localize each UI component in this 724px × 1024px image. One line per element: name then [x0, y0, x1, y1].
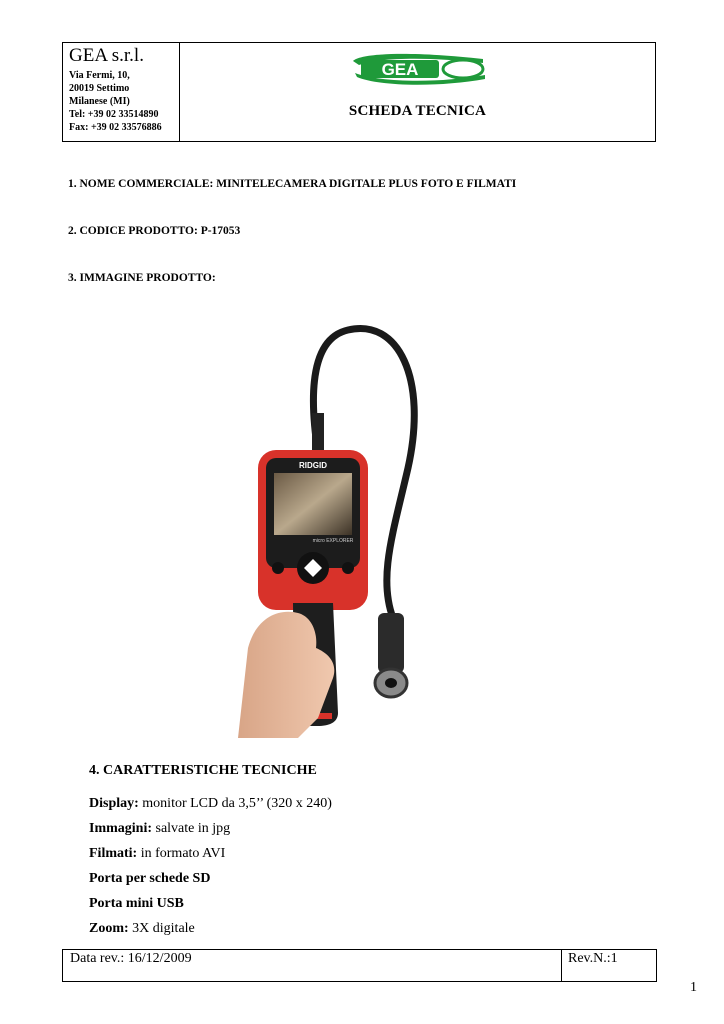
product-photo	[238, 318, 478, 738]
spec-label: Porta per schede SD	[89, 871, 211, 886]
section-product-code: 2. CODICE PRODOTTO: P-17053	[68, 225, 241, 237]
spec-label: Zoom:	[89, 921, 129, 936]
spec-label: Immagini:	[89, 821, 152, 836]
spec-value: salvate in jpg	[152, 821, 231, 836]
spec-label: Filmati:	[89, 846, 138, 861]
document-title: SCHEDA TECNICA	[348, 103, 487, 119]
spec-images	[89, 821, 230, 837]
section-commercial-name: 1. NOME COMMERCIALE: MINITELECAMERA DIGITALE PLUS FOTO E FILMATI	[68, 178, 517, 190]
revision-date: Data rev.: 16/12/2009	[70, 951, 192, 966]
spec-videos	[89, 846, 225, 862]
cable-collar	[312, 413, 324, 453]
back-button-icon	[272, 562, 284, 574]
company-name: GEA s.r.l.	[69, 45, 144, 66]
section-product-image: 3. IMMAGINE PRODOTTO:	[68, 272, 216, 284]
footer-divider	[561, 950, 562, 981]
address-line: 20019 Settimo	[69, 83, 130, 94]
spec-zoom	[89, 921, 195, 937]
spec-usb-port	[89, 896, 184, 912]
address-line: Via Fermi, 10,	[69, 70, 130, 81]
address-line: Milanese (MI)	[69, 96, 130, 107]
camera-head	[378, 613, 404, 673]
address-line: Tel: +39 02 33514890	[69, 109, 159, 120]
company-address	[69, 69, 162, 134]
spec-label: Display:	[89, 796, 139, 811]
device-model: micro EXPLORER	[312, 538, 354, 544]
specs-heading: 4. CARATTERISTICHE TECNICHE	[89, 763, 317, 778]
logo-text: GEA	[381, 60, 419, 79]
device-screen	[274, 473, 352, 535]
device-brand: RIDGID	[299, 461, 327, 470]
camera-lens-center	[385, 678, 397, 688]
header-box	[62, 42, 656, 142]
spec-sd-port	[89, 871, 210, 887]
revision-number: Rev.N.:1	[568, 951, 618, 966]
spec-display	[89, 796, 332, 812]
spec-value: in formato AVI	[137, 846, 226, 861]
footer-box	[62, 949, 657, 982]
page-number: 1	[690, 980, 697, 995]
address-line: Fax: +39 02 33576886	[69, 122, 162, 133]
logo-ring	[443, 60, 483, 78]
spec-value: monitor LCD da 3,5’’ (320 x 240)	[138, 796, 332, 811]
trash-button-icon	[342, 562, 354, 574]
spec-label: Porta mini USB	[89, 896, 184, 911]
header-divider	[179, 43, 180, 141]
spec-value: 3X digitale	[128, 921, 195, 936]
gea-logo	[351, 49, 487, 87]
